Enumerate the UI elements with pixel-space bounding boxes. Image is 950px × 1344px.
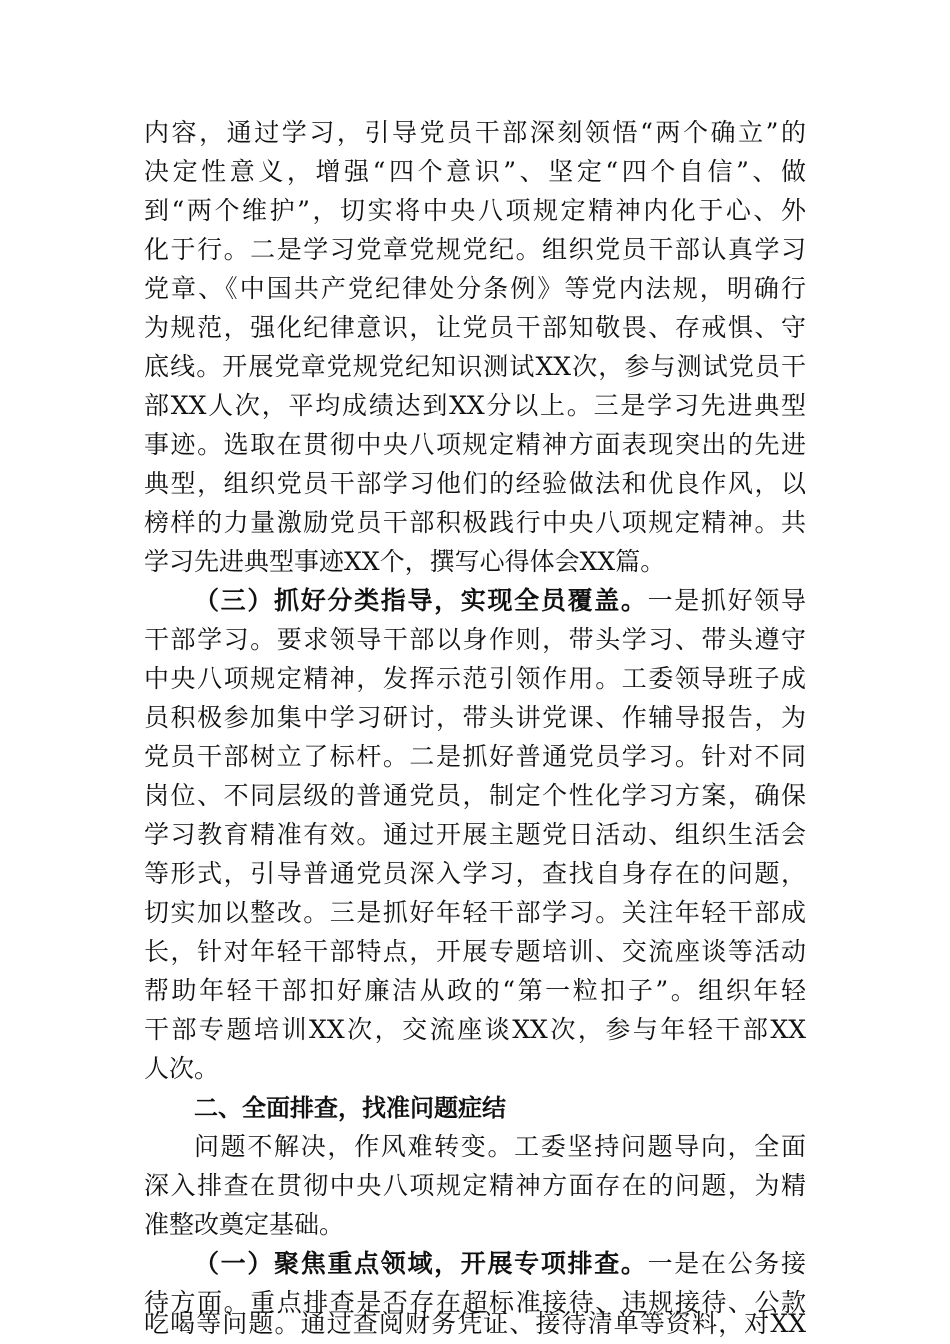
text-line: 吃喝等问题。通过查阅财务凭证、接待清单等资料，对XX <box>144 1309 806 1338</box>
text-line: 学习教育精准有效。通过开展主题党日活动、组织生活会 <box>144 820 806 849</box>
text-line: 深入排查在贯彻中央八项规定精神方面存在的问题，为精 <box>144 1171 806 1200</box>
text-line: 部XX人次，平均成绩达到XX分以上。三是学习先进典型 <box>144 391 806 420</box>
text-span: 一是抓好领导 <box>647 586 806 615</box>
text-line: 帮助年轻干部扣好廉洁从政的“第一粒扣子”。组织年轻 <box>144 976 806 1005</box>
text-line: 内容，通过学习，引导党员干部深刻领悟“两个确立”的 <box>144 118 806 147</box>
section-3-title: （三）抓好分类指导，实现全员覆盖。 <box>194 586 648 615</box>
text-line: 准整改奠定基础。 <box>144 1210 345 1239</box>
section-3-first-line <box>194 581 806 621</box>
text-line: 决定性意义，增强“四个意识”、坚定“四个自信”、做 <box>144 157 806 186</box>
text-line: 底线。开展党章党规党纪知识测试XX次，参与测试党员干 <box>144 352 806 381</box>
section-heading: 二、全面排查，找准问题症结 <box>194 1094 506 1122</box>
text-line: 党章、《中国共产党纪律处分条例》等党内法规，明确行 <box>144 274 806 303</box>
section-1-first-line <box>194 1244 806 1284</box>
text-line: 问题不解决，作风难转变。工委坚持问题导向，全面 <box>194 1132 806 1161</box>
text-line: 长，针对年轻干部特点，开展专题培训、交流座谈等活动 <box>144 937 806 966</box>
text-line: 干部专题培训XX次，交流座谈XX次，参与年轻干部XX <box>144 1015 806 1044</box>
text-line: 党员干部树立了标杆。二是抓好普通党员学习。针对不同 <box>144 742 806 771</box>
text-line: 员积极参加集中学习研讨，带头讲党课、作辅导报告，为 <box>144 703 806 732</box>
text-line: 榜样的力量激励党员干部积极践行中央八项规定精神。共 <box>144 508 806 537</box>
text-line: 为规范，强化纪律意识，让党员干部知敬畏、存戒惧、守 <box>144 313 806 342</box>
text-line: 中央八项规定精神，发挥示范引领作用。工委领导班子成 <box>144 664 806 693</box>
text-span: 一是在公务接 <box>647 1249 806 1278</box>
section-1-title: （一）聚焦重点领域，开展专项排查。 <box>194 1249 648 1278</box>
text-line: 典型，组织党员干部学习他们的经验做法和优良作风，以 <box>144 469 806 498</box>
text-line: 干部学习。要求领导干部以身作则，带头学习、带头遵守 <box>144 625 806 654</box>
text-line: 人次。 <box>144 1054 220 1083</box>
text-line: 待方面。重点排查是否存在超标准接待、违规接待、公款 <box>144 1288 806 1317</box>
text-line: 学习先进典型事迹XX个，撰写心得体会XX篇。 <box>144 547 666 576</box>
text-line: 切实加以整改。三是抓好年轻干部学习。关注年轻干部成 <box>144 898 806 927</box>
text-line: 到“两个维护”，切实将中央八项规定精神内化于心、外 <box>144 196 806 225</box>
text-line: 岗位、不同层级的普通党员，制定个性化学习方案，确保 <box>144 781 806 810</box>
text-line: 事迹。选取在贯彻中央八项规定精神方面表现突出的先进 <box>144 430 806 459</box>
text-line: 等形式，引导普通党员深入学习，查找自身存在的问题， <box>144 859 806 888</box>
text-line: 化于行。二是学习党章党规党纪。组织党员干部认真学习 <box>144 235 806 264</box>
